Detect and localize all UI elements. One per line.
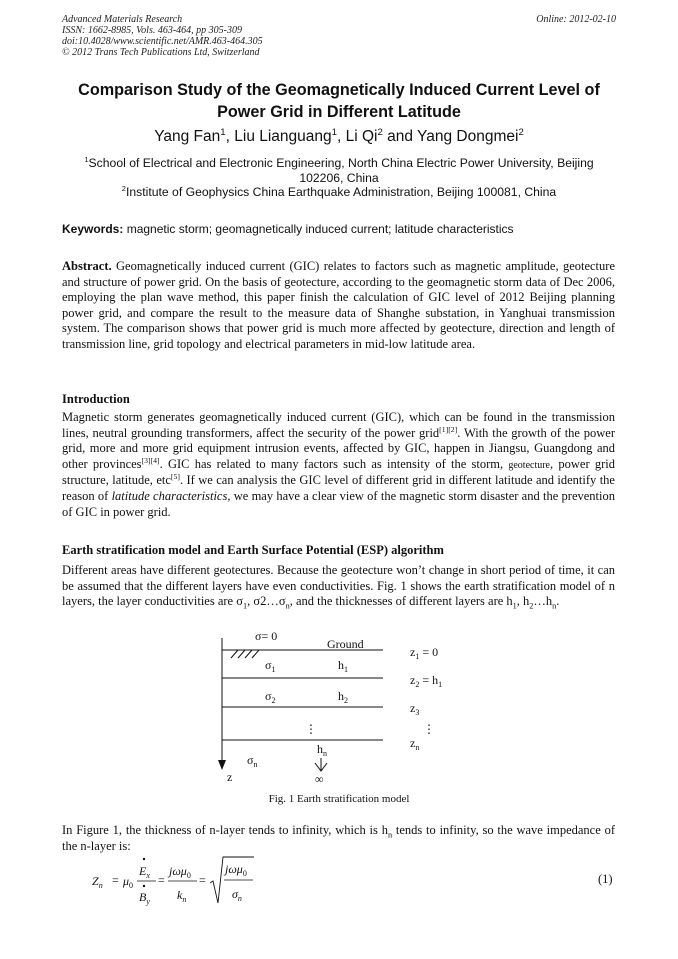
- equation-1: [92, 853, 272, 909]
- author-name: Li Qi: [345, 128, 378, 145]
- affiliations: [60, 156, 618, 200]
- intro-paragraph: Magnetic storm generates geomagnetically induced current (GIC), which can be found in the transmission lines, neutral grounding transformers, affect the security of the power grid[1][2]. With the growth of the power grid, more and more grid equipment intrusion events, affected by GIC, happen in Jiangsu, Guangdong and other provinces[3][4]. GIC has related to many factors such as intensity of the storm, geotecture, power grid structure, latitude, etc[5]. If we can analysis the GIC level of different grid in different latitude and identify the reason of latitude characteristics, we may have a clear view of the magnetic storm disaster and the prevention of GIC in power grid.: [62, 410, 616, 519]
- eq-equals: =: [199, 873, 206, 887]
- eq-kn: $k_n$: [177, 888, 187, 904]
- z-axis-arrow: [218, 760, 226, 770]
- sigman-label: $\sigma_n$: [247, 753, 258, 769]
- earth-stratification-figure: [205, 628, 455, 788]
- abstract-label: Abstract.: [62, 259, 112, 273]
- infinity-arrow: [315, 758, 327, 771]
- running-header: [62, 14, 616, 58]
- issn-line: ISSN: 1662-8985, Vols. 463-464, pp 305-309: [62, 25, 242, 36]
- eq-dot: [143, 885, 145, 887]
- sigma2-label: $\sigma_2$: [265, 689, 276, 705]
- author-name: Yang Fan: [154, 128, 221, 145]
- eq-dot: [143, 858, 145, 860]
- sigma0-label: σ= 0: [255, 629, 278, 643]
- keywords: [62, 222, 618, 237]
- keywords-label: Keywords:: [62, 222, 124, 236]
- section-heading: Earth stratification model and Earth Surface Potential (ESP) algorithm: [62, 543, 444, 557]
- citation: [1][2]: [439, 424, 458, 434]
- affiliation-1: $^1$School of Electrical and Electronic Engineering, North China Electric Power University, Beijing: [84, 154, 594, 170]
- z3-label: $z_3$: [410, 701, 420, 717]
- copyright-line: © 2012 Trans Tech Publications Ltd, Switzerland: [62, 47, 260, 58]
- eq-Zn: $Z_n$: [92, 874, 103, 890]
- intro-heading: Introduction: [62, 392, 130, 406]
- hn-label: $h_n$: [317, 742, 327, 758]
- journal-name: Advanced Materials Research: [62, 14, 183, 25]
- citation: [3][4]: [141, 455, 160, 465]
- ground-hatch: [231, 650, 259, 658]
- figure-caption: Fig. 1 Earth stratification model: [268, 793, 410, 805]
- eq-equals: =: [158, 873, 165, 887]
- eq-mu0: $\mu_0$: [123, 874, 134, 890]
- impedance-paragraph: In Figure 1, the thickness of n-layer tends to infinity, which is $h_n$ tends to infinity, so the wave impedance of the n-layer is:: [62, 823, 615, 853]
- author-affiliation-mark: 2: [518, 126, 524, 138]
- author-name: Liu Lianguang: [234, 128, 332, 145]
- online-date: Online: 2012-02-10: [536, 14, 616, 25]
- author-affiliation-mark: 1: [331, 126, 337, 138]
- z2-label: $z_2 = h_1$: [410, 673, 443, 689]
- eq-jwmu0: jωμ$_0$: [169, 864, 191, 880]
- right-vertical-dots: ⋮: [423, 722, 435, 736]
- author-affiliation-mark: 1: [220, 126, 226, 138]
- abstract-text: Geomagnetically induced current (GIC) relates to factors such as magnetic amplitude, geotecture and structure of power grid. On the basis of geotecture, according to the geomagnetic storm data of Dec 2006, employing the plan wave method, this paper finish the calculation of GIC level of 2012 Beijing planning power grid, and compare the result to the measure data of Shanghe substation, in Yanghuai transmission system. The comparison shows that power grid is much more affected by geotecture, direction and length of transmission line, grid topology and electrical parameters in mid-low latitude area.: [62, 259, 615, 351]
- eq-Ex: $E_x$: [139, 864, 150, 880]
- title-line-1: Comparison Study of the Geomagnetically Induced Current Level of: [78, 81, 600, 99]
- eq-sigman: $\sigma_n$: [232, 887, 242, 903]
- author-list: Yang Fan$^1$, Liu Lianguang$^1$, Li Qi$^2$ and Yang Dongmei$^2$: [154, 126, 524, 145]
- doi-line: doi:10.4028/www.scientific.net/AMR.463-464.305: [62, 36, 263, 47]
- eq-sqrt-num: jωμ$_0$: [225, 862, 247, 878]
- h1-label: $h_1$: [338, 658, 348, 674]
- citation: [5]: [170, 472, 180, 482]
- h2-label: $h_2$: [338, 689, 348, 705]
- affiliation-1-cont: 102206, China: [299, 170, 379, 185]
- author-name: Yang Dongmei: [417, 128, 519, 145]
- keywords-text: magnetic storm; geomagnetically induced current; latitude characteristics: [126, 222, 514, 236]
- eq-By: $B_y$: [139, 890, 150, 906]
- sigma1-label: $\sigma_1$: [265, 658, 276, 674]
- z1-label: $z_1 = 0$: [410, 645, 439, 661]
- ground-label: Ground: [327, 637, 364, 651]
- affiliation-2: $^2$Institute of Geophysics China Earthquake Administration, Beijing 100081, China: [121, 183, 557, 199]
- zn-label: $z_n$: [410, 736, 420, 752]
- eq-equals: =: [112, 873, 119, 887]
- equation-number: (1): [598, 872, 613, 886]
- section-paragraph: Different areas have different geotectures. Because the geotecture won’t change in short period of time, it can be assumed that the different layers have even conductivities. Fig. 1 shows the earth stratification model of n layers, the layer conductivities are $\sigma_1$, $\sigma 2\dots\sigma_n$, and the thicknesses of different layers are $h_1$, $h_2\dots h_n$.: [62, 563, 615, 611]
- title-line-2: Power Grid in Different Latitude: [217, 103, 461, 121]
- author-affiliation-mark: 2: [377, 126, 383, 138]
- infinity-symbol: ∞: [315, 772, 324, 786]
- abstract: [62, 259, 615, 353]
- paper-title: [60, 79, 618, 123]
- z-axis-label: z: [227, 770, 233, 784]
- vertical-dots: ⋮: [305, 722, 317, 736]
